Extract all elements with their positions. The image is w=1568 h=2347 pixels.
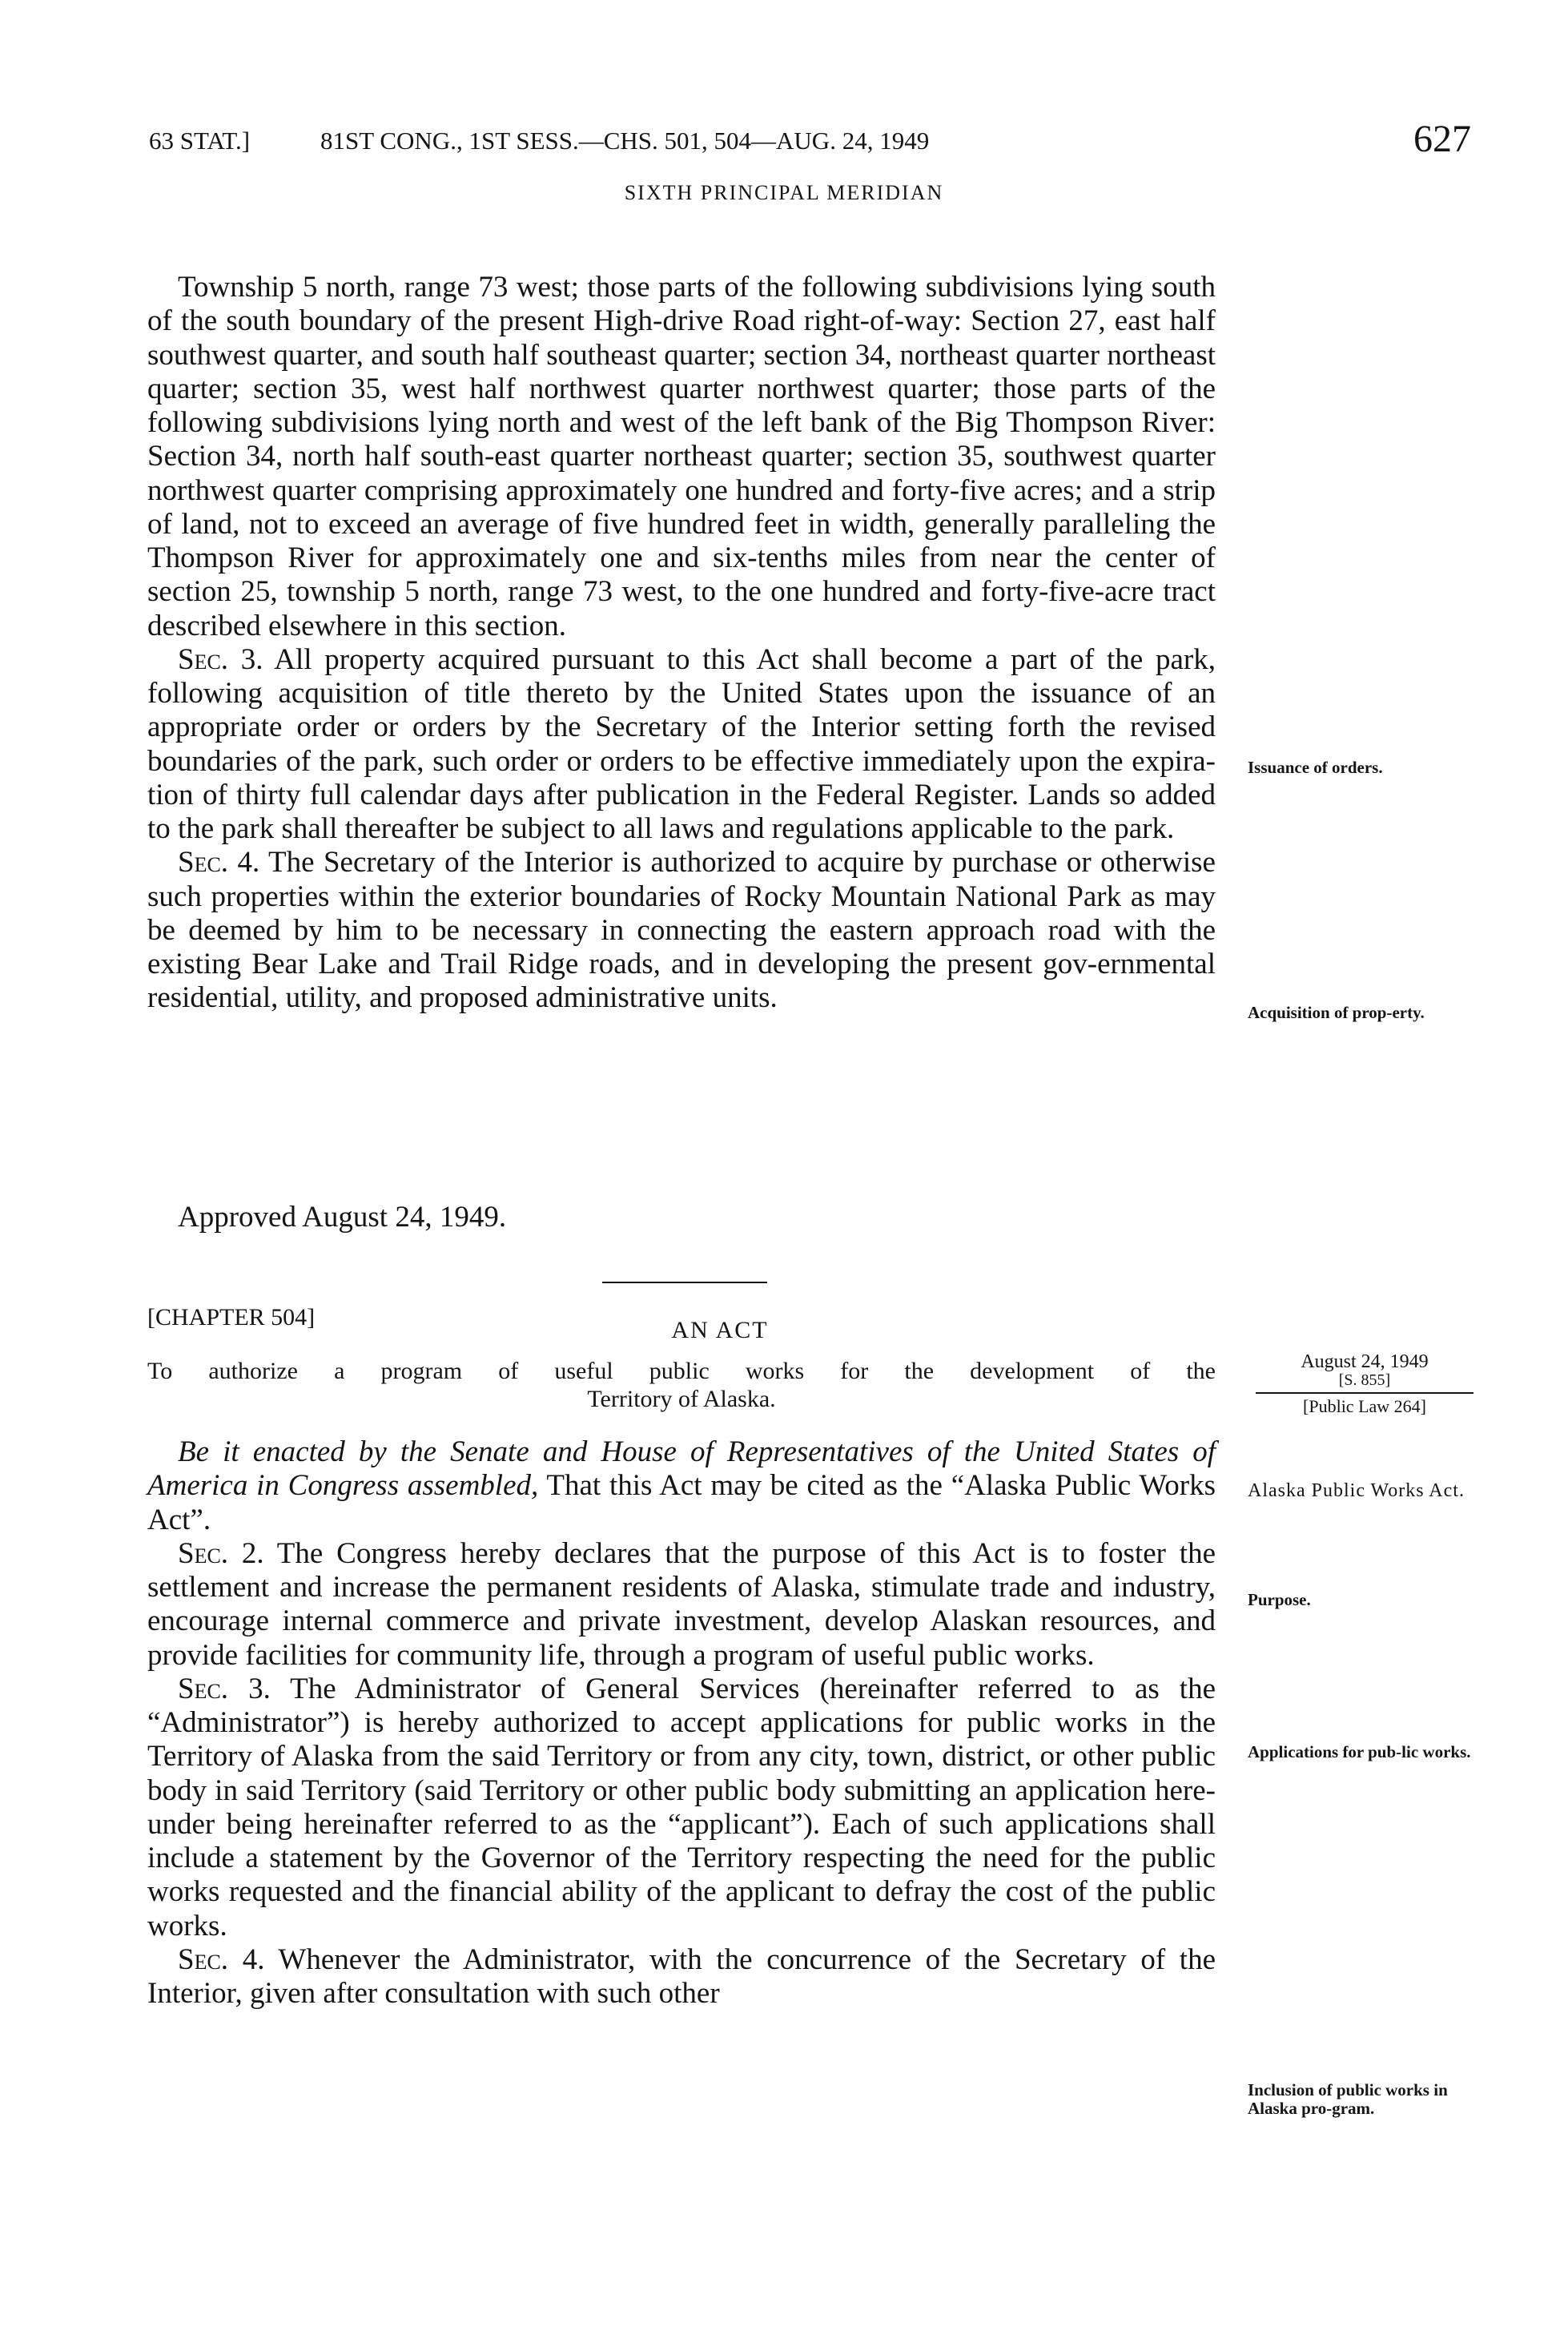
section-text: The Secretary of the Interior is authorized to acquire by purchase or otherwise such properties within the exterior boundaries of Rocky Mountain National Park as may be deemed by him to be necessary in connecting the eastern approach road with the existing Bear Lake and Trail Ridge roads, and in developing the present gov-ernmental residential, utility, and proposed administrative units. [147,846,1216,1015]
act-purpose-line-2: Territory of Alaska. [587,1386,776,1413]
margin-note-purpose: Purpose. [1248,1590,1311,1609]
enacting-clause [147,1435,1216,1537]
page-number: 627 [1413,118,1471,160]
section-label: Sec. 2. [178,1536,264,1570]
section-3-paragraph [147,643,1216,847]
running-header-volume: 63 STAT.] [149,127,251,155]
margin-note-inclusion: Inclusion of public works in Alaska pro-gram. [1248,2080,1448,2119]
running-header-session: 81ST CONG., 1ST SESS.—CHS. 501, 504—AUG. 24, 1949 [320,127,930,155]
chapter-label: [CHAPTER 504] [147,1304,316,1331]
section-label: Sec. 3. [178,1672,271,1705]
bill-date: August 24, 1949 [1301,1351,1429,1372]
section-3-paragraph [147,1673,1216,1943]
chapter-504-text [147,1435,1216,2011]
section-label: Sec. 4. [178,1942,265,1976]
margin-note-applications: Applications for pub-lic works. [1248,1742,1471,1761]
act-purpose-line-1: To authorize a program of useful public works for the development of the [147,1358,1216,1384]
public-law-number: [Public Law 264] [1303,1396,1426,1417]
bill-citation [1256,1352,1474,1415]
approval-line: Approved August 24, 1949. [178,1201,507,1234]
section-4-paragraph [147,846,1216,1015]
bill-number: [S. 855] [1256,1372,1474,1394]
margin-note-short-title: Alaska Public Works Act. [1248,1480,1465,1501]
township-paragraph: Township 5 north, range 73 west; those parts of the following subdivisions lying south of the south boundary of the present High-drive Road right-of-way: Section 27, east half southwest quarter, and south half southeast quarter; section 34, northeast quarter northeast quarter; section 35, west half northwest quarter northwest quarter; those parts of the following subdivisions lying north and west of the left bank of the Big Thompson River: Section 34, north half south-east quarter northeast quarter; section 35, southwest quarter northwest quarter comprising approximately one hundred and forty-five acres; and a strip of land, not to exceed an average of five hundred feet in width, generally paralleling the Thompson River for approximately one and six-tenths miles from near the center of section 25, township 5 north, range 73 west, to the one hundred and forty-five-acre tract described elsewhere in this section. [147,271,1216,642]
margin-note-issuance: Issuance of orders. [1248,758,1383,777]
section-text: The Congress hereby declares that the purpose of this Act is to foster the settlement and increase the permanent residents of Alaska, stimulate trade and industry, encourage internal commerce and private investment, develop Alaskan resources, and provide facilities for community life, through a program of useful public works. [147,1536,1216,1672]
section-2-paragraph [147,1537,1216,1673]
enacting-formula: Be it enacted by the Senate and House of Representatives of the United States of America in Congress assembled, [147,1435,1216,1503]
section-label: Sec. 4. [178,846,260,880]
section-subtitle: SIXTH PRINCIPAL MERIDIAN [624,181,944,204]
act-purpose-title [147,1357,1216,1414]
section-text: All property acquired pursuant to this Act shall become a part of the park, following acquisition of title thereto by the United States upon the issuance of an appropriate order or orders by the Secretary of the Interior setting forth the revised boundaries of the park, such order or orders to be effective immediately upon the expira-tion of thirty full calendar days after publication in the Federal Register. Lands so added to the park shall thereafter be subject to all laws and regulations applicable to the park. [147,642,1216,845]
section-label: Sec. 3. [178,642,263,676]
act-heading: AN ACT [671,1317,769,1343]
divider-rule [602,1282,767,1283]
margin-note-acquisition: Acquisition of prop-erty. [1248,1003,1425,1022]
chapter-501-continuation [147,271,1216,1016]
section-text: Whenever the Administrator, with the concurrence of the Secretary of the Interior, given after consultation with such other [147,1942,1216,2010]
section-4-paragraph [147,1943,1216,2011]
section-text: The Administrator of General Services (hereinafter referred to as the “Administrator”) is hereby authorized to accept applications for public works in the Territory of Alaska from the said Territory or from any city, town, district, or other public body in said Territory (said Territory or other public body submitting an application here-under being hereinafter referred to as the “applicant”). Each of such applications shall include a statement by the Governor of the Territory respecting the need for the public works requested and the financial ability of the applicant to defray the cost of the public works. [147,1672,1216,1942]
short-title-text: That this Act may be cited as the “Alaska Public Works Act”. [147,1469,1216,1536]
